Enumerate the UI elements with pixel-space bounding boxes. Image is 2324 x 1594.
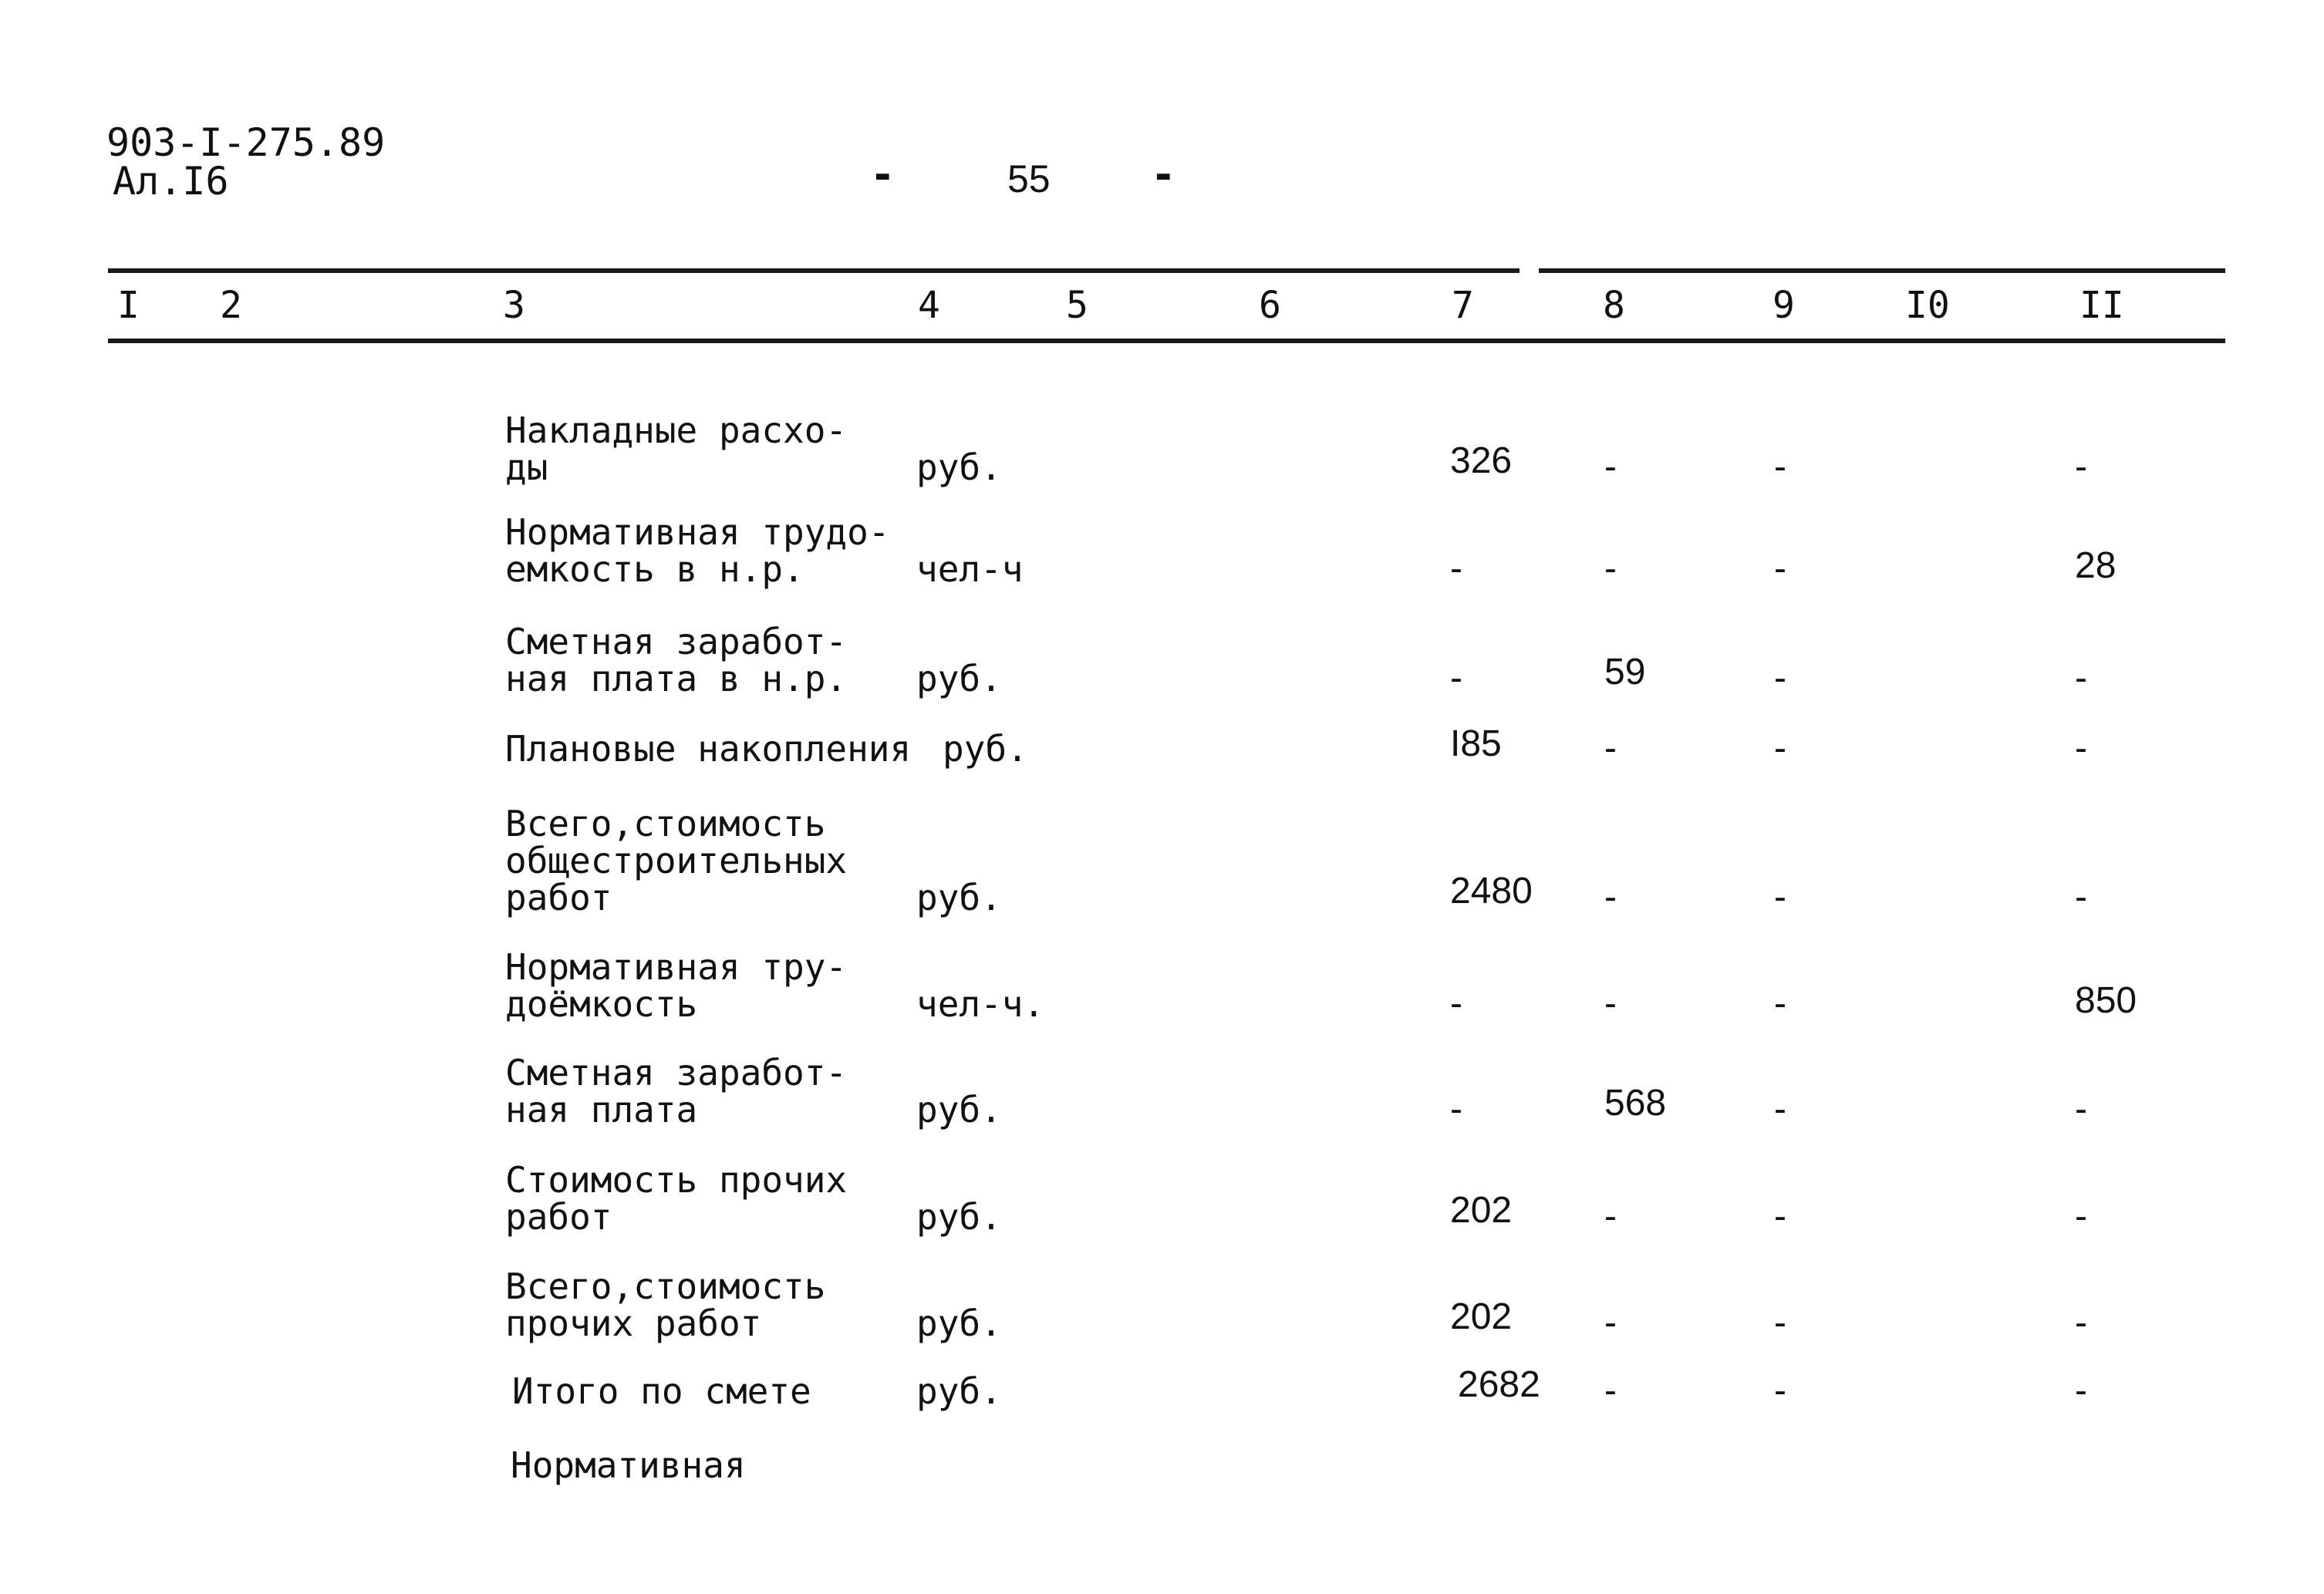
- row-col8: -: [1604, 728, 1617, 769]
- document-code: 903-I-275.89: [106, 120, 386, 165]
- row-col11: -: [2075, 728, 2087, 769]
- row-col11: -: [2075, 1196, 2087, 1237]
- row-unit: руб.: [916, 1089, 1002, 1131]
- column-header-9: 9: [1773, 284, 1795, 327]
- page-dash-right: -: [1151, 150, 1176, 199]
- row-name: Нормативная тру- доёмкость: [505, 946, 848, 1025]
- column-header-8: 8: [1603, 284, 1625, 327]
- column-header-1: I: [117, 284, 140, 327]
- row-name: Стоимость прочих работ: [505, 1159, 848, 1238]
- row-col11: 28: [2075, 545, 2117, 586]
- row-name: Итого по смете: [512, 1370, 811, 1412]
- row-col11: 850: [2075, 980, 2137, 1021]
- row-name: Нормативная трудо- емкость в н.р.: [505, 511, 890, 590]
- row-col7: -: [1450, 658, 1462, 699]
- table-top-rule-left: [108, 268, 1520, 273]
- column-header-5: 5: [1066, 284, 1088, 327]
- table-top-rule-right: [1539, 268, 2225, 273]
- row-col7: -: [1450, 983, 1462, 1024]
- row-col7: -: [1450, 548, 1462, 589]
- row-name: Всего,стоимость прочих работ: [505, 1265, 826, 1344]
- row-col7: 202: [1450, 1190, 1513, 1231]
- row-col9: -: [1774, 983, 1786, 1024]
- row-name: Всего,стоимость общестроительных работ: [505, 803, 848, 918]
- row-col11: -: [2075, 658, 2087, 699]
- row-name: Плановые накопления: [505, 728, 912, 770]
- row-unit: руб.: [943, 728, 1028, 770]
- row-col9: -: [1774, 1196, 1786, 1237]
- column-header-6: 6: [1259, 284, 1281, 327]
- row-col9: -: [1774, 447, 1786, 487]
- row-unit: руб.: [916, 877, 1002, 918]
- row-col11: -: [2075, 877, 2087, 918]
- row-col11: -: [2075, 1370, 2087, 1411]
- row-col8: -: [1604, 548, 1617, 589]
- row-col9: -: [1774, 877, 1786, 918]
- row-col9: -: [1774, 728, 1786, 769]
- column-header-4: 4: [918, 284, 940, 327]
- row-unit: чел-ч: [916, 548, 1024, 590]
- row-col9: -: [1774, 1302, 1786, 1343]
- row-name: Сметная заработ- ная плата: [505, 1052, 848, 1131]
- column-header-7: 7: [1452, 284, 1474, 327]
- row-col7: 202: [1450, 1296, 1513, 1337]
- row-unit: руб.: [916, 658, 1002, 699]
- row-col11: -: [2075, 1302, 2087, 1343]
- row-unit: руб.: [916, 447, 1002, 488]
- page-dash-left: -: [870, 150, 896, 199]
- row-col7: 2682: [1458, 1364, 1540, 1405]
- row-unit: руб.: [916, 1370, 1002, 1412]
- row-col8: -: [1604, 1370, 1617, 1411]
- row-col9: -: [1774, 548, 1786, 589]
- row-col7: 326: [1450, 440, 1513, 481]
- row-col8: -: [1604, 1302, 1617, 1343]
- row-col9: -: [1774, 1089, 1786, 1130]
- row-col8: -: [1604, 1196, 1617, 1237]
- row-col8: -: [1604, 877, 1617, 918]
- column-header-10: I0: [1905, 284, 1950, 327]
- row-col11: -: [2075, 1089, 2087, 1130]
- table-header-bottom-rule: [108, 339, 2225, 343]
- row-name: Сметная заработ- ная плата в н.р.: [505, 621, 848, 699]
- column-header-11: II: [2079, 284, 2124, 327]
- page-number: 55: [1007, 157, 1051, 201]
- row-unit: чел-ч.: [916, 983, 1045, 1025]
- row-col7: I85: [1450, 723, 1502, 764]
- row-name: Накладные расхо- ды: [505, 409, 848, 488]
- row-unit: руб.: [916, 1302, 1002, 1344]
- row-col8: 59: [1604, 652, 1646, 693]
- row-name: Нормативная: [511, 1444, 746, 1486]
- row-col7: 2480: [1450, 871, 1533, 912]
- column-header-3: 3: [503, 284, 525, 327]
- column-header-2: 2: [220, 284, 242, 327]
- row-col8: -: [1604, 983, 1617, 1024]
- sheet-number: Ал.I6: [113, 159, 229, 204]
- row-col9: -: [1774, 1370, 1786, 1411]
- row-col8: -: [1604, 447, 1617, 487]
- row-col9: -: [1774, 658, 1786, 699]
- row-col8: 568: [1604, 1083, 1667, 1124]
- row-col7: -: [1450, 1089, 1462, 1130]
- row-col11: -: [2075, 447, 2087, 487]
- row-unit: руб.: [916, 1196, 1002, 1238]
